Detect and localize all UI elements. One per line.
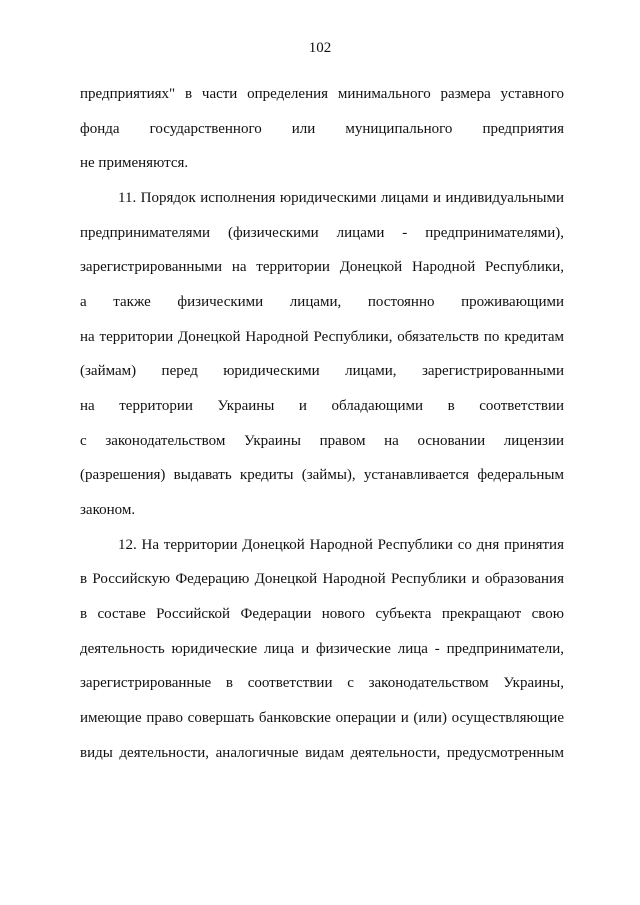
page-number: 102 <box>308 40 332 56</box>
text-line: предпринимателями (физическими лицами - предпринимателями), <box>80 225 564 241</box>
text-line: (займам) перед юридическими лицами, зарегистрированными <box>80 363 564 379</box>
paragraph-12-start: 12. На территории Донецкой Народной Республики со дня принятия <box>118 537 564 553</box>
text-line: не применяются. <box>80 155 189 171</box>
text-line: а также физическими лицами, постоянно проживающими <box>80 294 564 310</box>
text-line: на территории Украины и обладающими в соответствии <box>80 398 564 414</box>
paragraph-11-start: 11. Порядок исполнения юридическими лицами и индивидуальными <box>118 190 564 206</box>
text-line: предприятиях" в части определения минимального размера уставного <box>80 86 564 102</box>
text-line: в составе Российской Федерации нового субъекта прекращают свою <box>80 606 564 622</box>
text-line: имеющие право совершать банковские операции и (или) осуществляющие <box>80 710 564 726</box>
text-line: виды деятельности, аналогичные видам деятельности, предусмотренным <box>80 745 564 761</box>
text-line: (разрешения) выдавать кредиты (займы), устанавливается федеральным <box>80 467 564 483</box>
text-line: в Российскую Федерацию Донецкой Народной Республики и образования <box>80 571 564 587</box>
text-line: деятельность юридические лица и физические лица - предприниматели, <box>80 641 564 657</box>
text-line: зарегистрированными на территории Донецкой Народной Республики, <box>80 259 564 275</box>
text-line: на территории Донецкой Народной Республики, обязательств по кредитам <box>80 329 564 345</box>
text-line: фонда государственного или муниципального предприятия <box>80 121 564 137</box>
text-line: законом. <box>80 502 136 518</box>
text-line: с законодательством Украины правом на основании лицензии <box>80 433 564 449</box>
text-line: зарегистрированные в соответствии с законодательством Украины, <box>80 675 564 691</box>
